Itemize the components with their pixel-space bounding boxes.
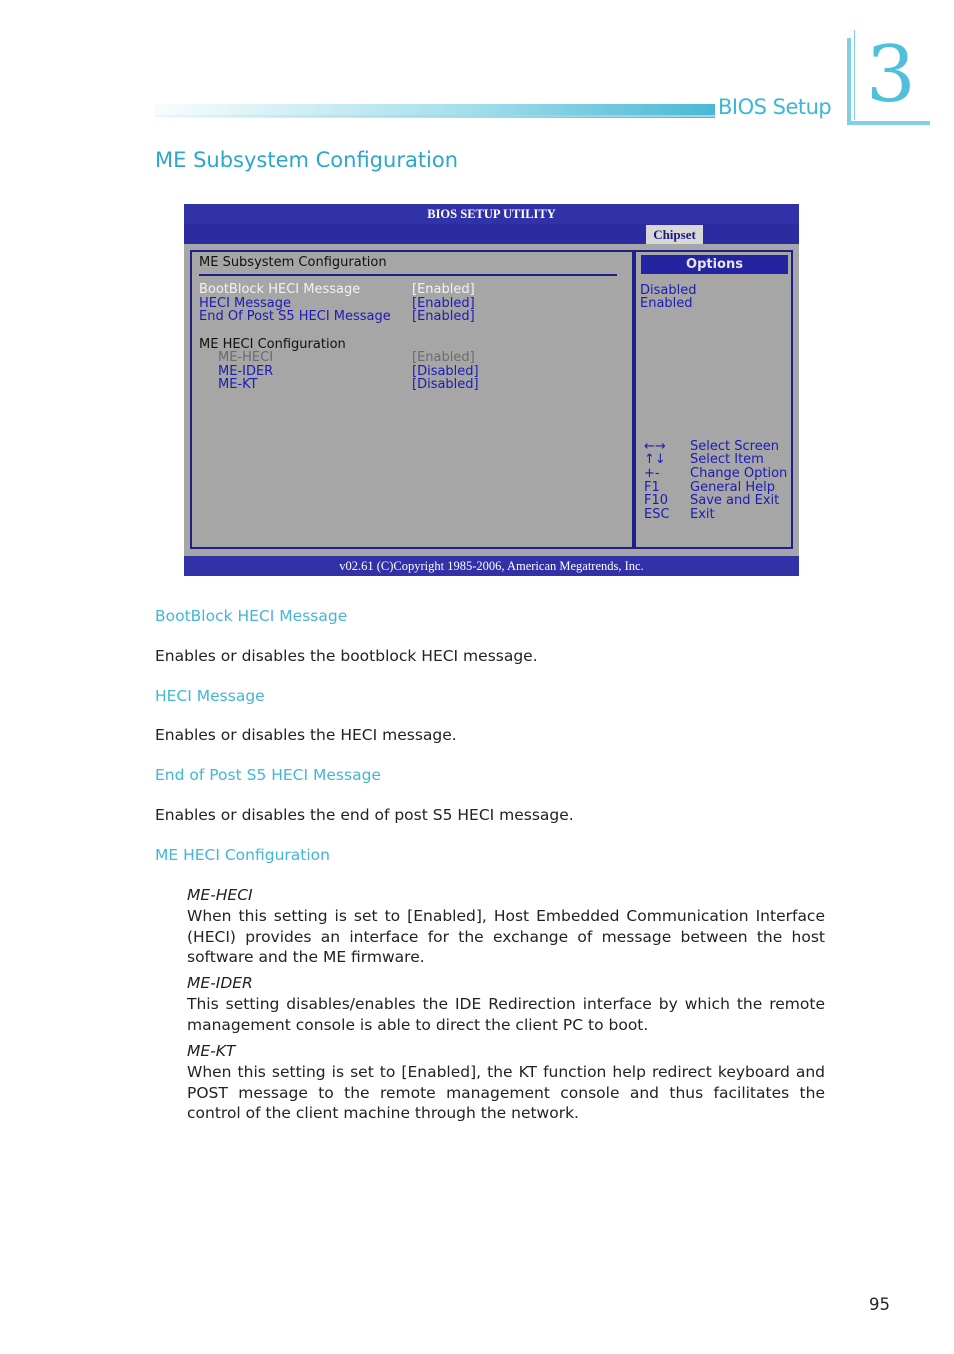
chapter-box-edge [847, 38, 851, 125]
heading-bootblock-heci: BootBlock HECI Message [155, 607, 348, 625]
item-paragraph: When this setting is set to [Enabled], the KT function help redirect keyboard and POST message to the remote management console and thus facilitates the control of the client machine through the network. [187, 1063, 825, 1122]
bios-footer: v02.61 (C)Copyright 1985-2006, American Megatrends, Inc. [339, 559, 644, 573]
item-title-me-ider: ME-IDER [187, 974, 253, 992]
setting-heci-message-value[interactable]: [Enabled] [412, 296, 475, 311]
tab-chipset[interactable]: Chipset [646, 225, 703, 244]
setting-bootblock-heci-label[interactable]: BootBlock HECI Message [199, 282, 361, 297]
key-plus-minus: +- [644, 466, 660, 481]
text-heci-message: Enables or disables the HECI message. [155, 726, 457, 744]
bios-title: BIOS SETUP UTILITY [427, 207, 556, 221]
header-section-title: BIOS Setup [718, 95, 832, 119]
setting-heci-message-label[interactable]: HECI Message [199, 296, 292, 311]
bios-group-title: ME HECI Configuration [199, 337, 346, 352]
key-f1: F1 [644, 480, 660, 495]
setting-me-heci-value: [Enabled] [412, 350, 475, 365]
heading-me-heci-config: ME HECI Configuration [155, 846, 330, 864]
item-text-me-heci [187, 906, 825, 968]
text-bootblock-heci: Enables or disables the bootblock HECI message. [155, 647, 538, 665]
setting-me-heci-label: ME-HECI [218, 350, 274, 365]
setting-me-kt-value[interactable]: [Disabled] [412, 377, 479, 392]
key-action-save-exit: Save and Exit [690, 493, 780, 508]
option-disabled[interactable]: Disabled [640, 283, 697, 298]
key-action-select-item: Select Item [690, 452, 764, 467]
bios-panel-title: ME Subsystem Configuration [199, 255, 387, 270]
text-end-of-post: Enables or disables the end of post S5 HECI message. [155, 806, 574, 824]
option-enabled[interactable]: Enabled [640, 296, 693, 311]
key-esc: ESC [644, 507, 670, 522]
page-title: ME Subsystem Configuration [155, 148, 459, 172]
bios-panel-separator [199, 274, 617, 276]
setting-me-kt-label[interactable]: ME-KT [218, 377, 258, 392]
key-action-select-screen: Select Screen [690, 439, 779, 454]
item-paragraph: When this setting is set to [Enabled], Host Embedded Communication Interface (HECI) provides an interface for the exchange of message between the host software and the ME firmware. [187, 907, 825, 966]
key-action-change-option: Change Option [690, 466, 788, 481]
item-text-me-kt [187, 1062, 825, 1124]
setting-end-of-post-value[interactable]: [Enabled] [412, 309, 475, 324]
chapter-number: 3 [866, 30, 916, 120]
chapter-box-base [847, 121, 930, 125]
setting-bootblock-heci-value[interactable]: [Enabled] [412, 282, 475, 297]
key-arrows-lr: ←→ [644, 439, 666, 454]
chapter-box-edge-thin [854, 30, 855, 120]
page-number: 95 [869, 1295, 890, 1314]
header-decor-line [155, 115, 715, 117]
heading-heci-message: HECI Message [155, 687, 265, 705]
setting-end-of-post-label[interactable]: End Of Post S5 HECI Message [199, 309, 391, 324]
setting-me-ider-label[interactable]: ME-IDER [218, 364, 274, 379]
item-text-me-ider [187, 994, 825, 1035]
heading-end-of-post: End of Post S5 HECI Message [155, 766, 381, 784]
setting-me-ider-value[interactable]: [Disabled] [412, 364, 479, 379]
item-paragraph: This setting disables/enables the IDE Redirection interface by which the remote management console is able to direct the client PC to boot. [187, 995, 825, 1034]
key-arrows-ud: ↑↓ [644, 452, 666, 467]
item-title-me-kt: ME-KT [187, 1042, 236, 1060]
bios-tab-bar [184, 224, 799, 244]
options-header: Options [641, 255, 788, 274]
item-title-me-heci: ME-HECI [187, 886, 253, 904]
key-action-exit: Exit [690, 507, 715, 522]
key-action-general-help: General Help [690, 480, 776, 495]
key-f10: F10 [644, 493, 669, 508]
